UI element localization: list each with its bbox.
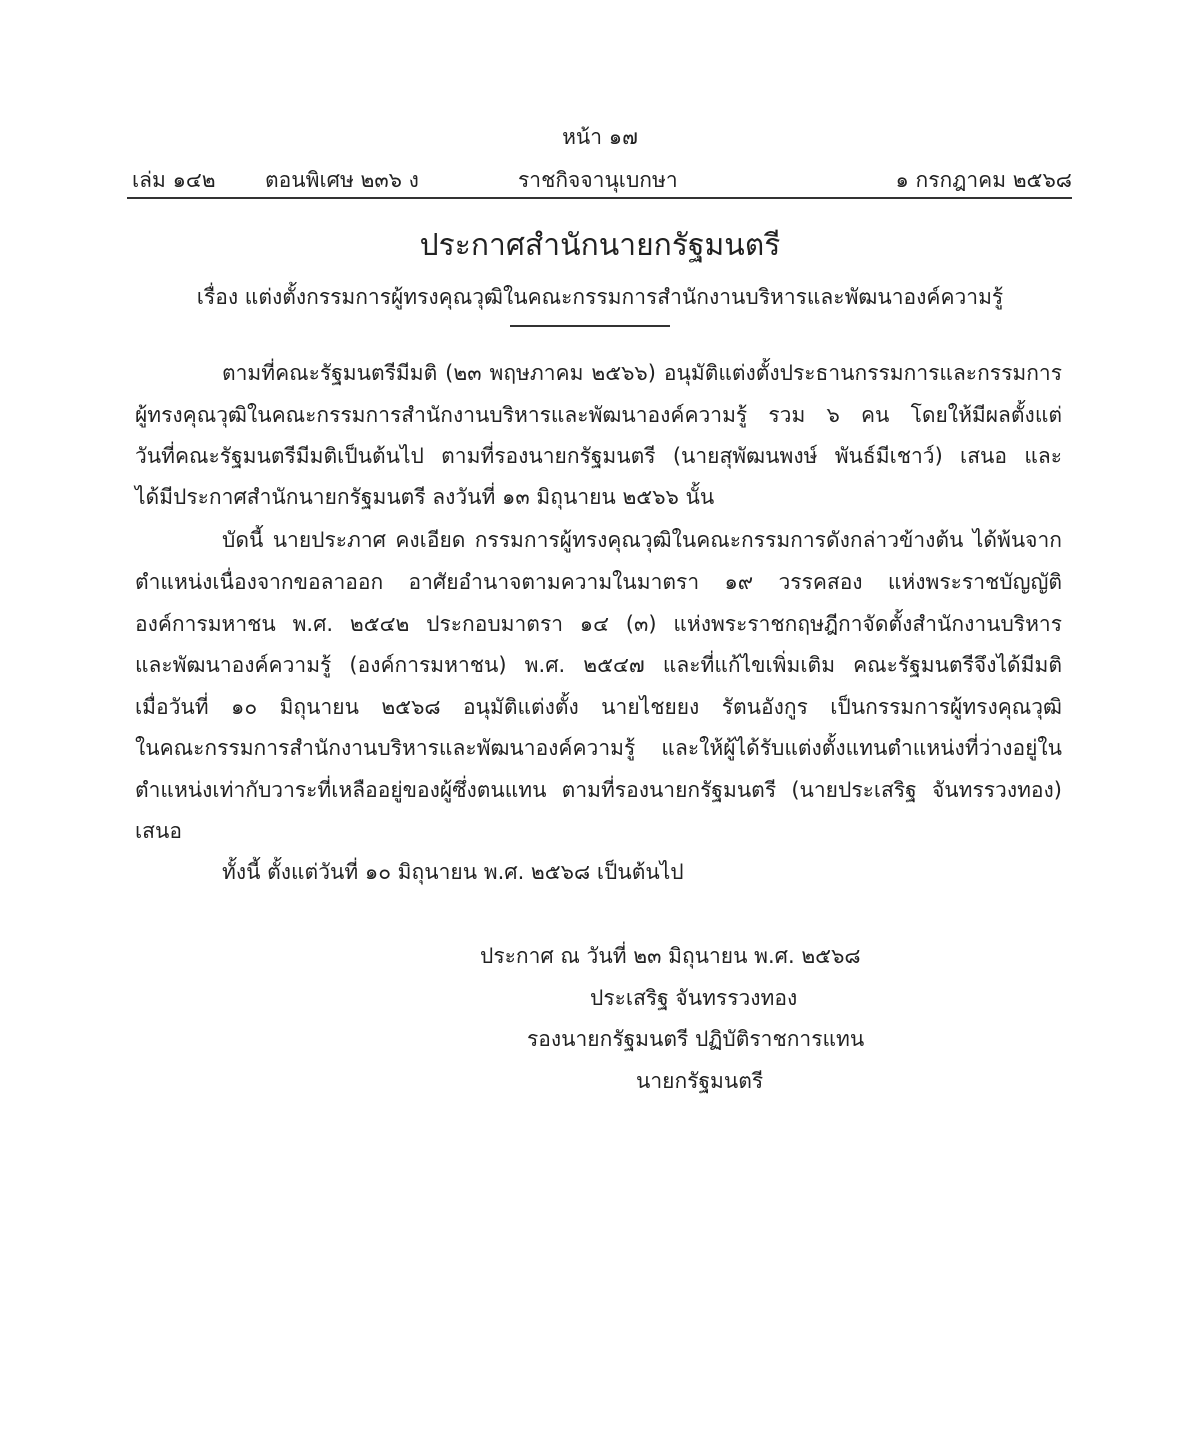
page-number: หน้า ๑๗ (562, 125, 638, 149)
signatory-position-2: นายกรัฐมนตรี (636, 1069, 764, 1093)
body-line: และพัฒนาองค์ความรู้ (องค์การมหาชน) พ.ศ. ๒๕๔๗ และที่แก้ไขเพิ่มเติม คณะรัฐมนตรีจึงได้มีมติ (135, 653, 1062, 677)
body-line: เมื่อวันที่ ๑๐ มิถุนายน ๒๕๖๘ อนุมัติแต่งตั้ง นายไชยยง รัตนอังกูร เป็นกรรมการผู้ทรงคุณวุฒิ (135, 695, 1062, 719)
effective-date-line: ทั้งนี้ ตั้งแต่วันที่ ๑๐ มิถุนายน พ.ศ. ๒๕๖๘ เป็นต้นไป (222, 860, 684, 884)
header-rule (127, 197, 1072, 199)
publication-name: ราชกิจจานุเบกษา (518, 168, 678, 192)
body-line: ผู้ทรงคุณวุฒิในคณะกรรมการสำนักงานบริหารและพัฒนาองค์ความรู้ รวม ๖ คน โดยให้มีผลตั้งแต่ (135, 403, 1062, 427)
volume: เล่ม ๑๔๒ (132, 168, 216, 192)
publication-date: ๑ กรกฎาคม ๒๕๖๘ (895, 168, 1072, 192)
body-line: องค์การมหาชน พ.ศ. ๒๕๔๒ ประกอบมาตรา ๑๔ (๓) แห่งพระราชกฤษฎีกาจัดตั้งสำนักงานบริหาร (135, 612, 1062, 636)
body-line: บัดนี้ นายประภาศ คงเอียด กรรมการผู้ทรงคุณวุฒิในคณะกรรมการดังกล่าวข้างต้น ได้พ้นจาก (222, 528, 1062, 552)
document-title: ประกาศสำนักนายกรัฐมนตรี (419, 228, 781, 263)
signatory-position: รองนายกรัฐมนตรี ปฏิบัติราชการแทน (527, 1027, 865, 1051)
body-line: ตำแหน่งเนื่องจากขอลาออก อาศัยอำนาจตามความในมาตรา ๑๙ วรรคสอง แห่งพระราชบัญญัติ (135, 570, 1062, 594)
announcement-date: ประกาศ ณ วันที่ ๒๓ มิถุนายน พ.ศ. ๒๕๖๘ (480, 944, 861, 968)
issue: ตอนพิเศษ ๒๓๖ ง (265, 168, 419, 192)
document-subject: เรื่อง แต่งตั้งกรรมการผู้ทรงคุณวุฒิในคณะกรรมการสำนักงานบริหารและพัฒนาองค์ความรู้ (196, 285, 1004, 309)
title-divider (510, 325, 670, 327)
body-line: เสนอ (135, 819, 182, 843)
body-line: ตามที่คณะรัฐมนตรีมีมติ (๒๓ พฤษภาคม ๒๕๖๖) อนุมัติแต่งตั้งประธานกรรมการและกรรมการ (222, 361, 1062, 385)
body-line: ตำแหน่งเท่ากับวาระที่เหลืออยู่ของผู้ซึ่งตนแทน ตามที่รองนายกรัฐมนตรี (นายประเสริฐ จันทรรวงทอง) (135, 778, 1062, 802)
body-line: วันที่คณะรัฐมนตรีมีมติเป็นต้นไป ตามที่รองนายกรัฐมนตรี (นายสุพัฒนพงษ์ พันธ์มีเชาว์) เสนอ และ (135, 444, 1062, 468)
body-line: ในคณะกรรมการสำนักงานบริหารและพัฒนาองค์ความรู้ และให้ผู้ได้รับแต่งตั้งแทนตำแหน่งที่ว่างอยู่ใน (135, 736, 1062, 760)
body-line: ได้มีประกาศสำนักนายกรัฐมนตรี ลงวันที่ ๑๓ มิถุนายน ๒๕๖๖ นั้น (135, 485, 715, 509)
signatory-name: ประเสริฐ จันทรรวงทอง (590, 986, 798, 1010)
